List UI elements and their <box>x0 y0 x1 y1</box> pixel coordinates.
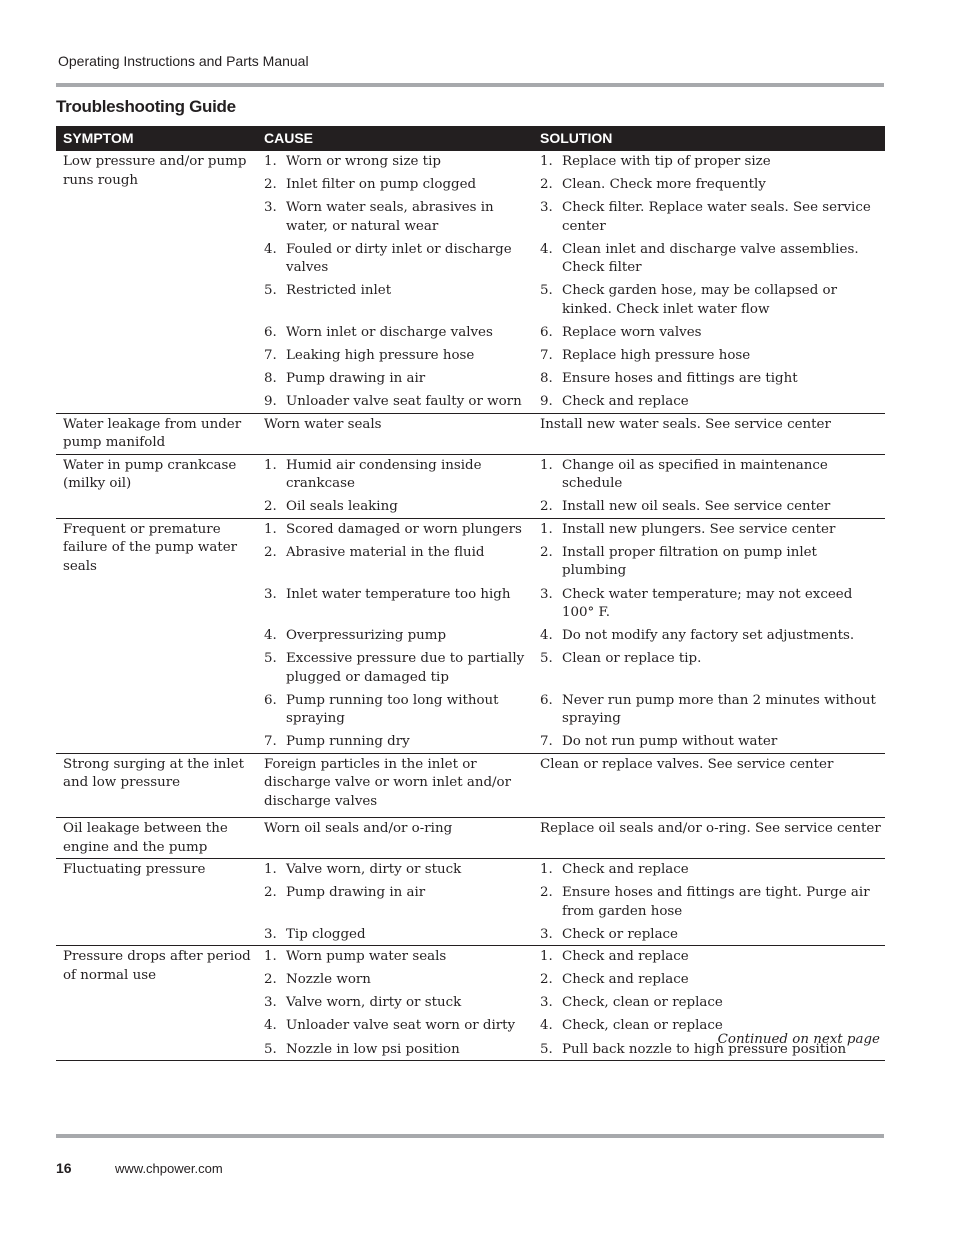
cause-solution-pair <box>257 926 885 945</box>
cause-text: Worn inlet or discharge valves <box>286 324 493 340</box>
solution-cell: Install new water seals. See service center <box>540 416 831 432</box>
cause-cell <box>257 153 533 172</box>
cause-cell <box>257 457 533 494</box>
table-row <box>56 754 885 818</box>
solution-text: Clean inlet and discharge valve assemblies. Check filter <box>562 241 859 276</box>
cause-number: 3. <box>264 995 277 1011</box>
cause-number: 4. <box>264 628 277 644</box>
solution-number: 6. <box>540 692 553 708</box>
column-header-symptom: SYMPTOM <box>63 130 134 146</box>
cause-text: Nozzle worn <box>286 972 371 988</box>
cause-solution-pair <box>257 861 885 884</box>
cause-solution-pair <box>257 498 885 517</box>
solution-number: 3. <box>540 995 553 1011</box>
solution-number: 1. <box>540 949 553 965</box>
table-row <box>56 818 885 859</box>
solution-cell <box>533 994 885 1013</box>
cause-cell <box>257 948 533 967</box>
solution-number: 9. <box>540 394 553 410</box>
symptom-cell: Water in pump crankcase (milky oil) <box>63 457 237 492</box>
cause-text: Scored damaged or worn plungers <box>286 521 522 537</box>
solution-number: 7. <box>540 348 553 364</box>
cause-solution-pair <box>257 627 885 650</box>
footer-divider <box>56 1134 884 1138</box>
cause-text: Pump drawing in air <box>286 885 426 901</box>
cause-solution-pair <box>257 370 885 393</box>
table-row <box>56 455 885 519</box>
cause-text: Tip clogged <box>286 926 366 942</box>
cause-cell <box>257 994 533 1013</box>
solution-number: 4. <box>540 1018 553 1034</box>
cause-solution-pair <box>257 393 885 412</box>
header-divider <box>56 83 884 87</box>
solution-number: 1. <box>540 521 553 537</box>
symptom-cell: Frequent or premature failure of the pump water seals <box>63 521 238 574</box>
solution-text: Check, clean or replace <box>562 1018 723 1034</box>
cause-solution-pair <box>257 153 885 176</box>
solution-cell <box>533 692 885 729</box>
solution-number: 2. <box>540 885 553 901</box>
solution-text: Install new oil seals. See service center <box>562 499 831 515</box>
cause-cell: Foreign particles in the inlet or discharge valve or worn inlet and/or discharge valves <box>264 756 511 809</box>
cause-cell <box>257 1017 533 1036</box>
cause-number: 2. <box>264 499 277 515</box>
cause-solution-pair <box>257 241 885 283</box>
cause-text: Worn water seals, abrasives in water, or natural wear <box>286 200 494 234</box>
cause-text: Pump running too long without spraying <box>286 692 499 727</box>
cause-text: Valve worn, dirty or stuck <box>286 862 462 877</box>
cause-solution-pair <box>257 692 885 734</box>
cause-solution-group <box>257 521 885 752</box>
solution-cell <box>533 861 885 880</box>
running-header: Operating Instructions and Parts Manual <box>58 53 309 69</box>
cause-number: 1. <box>264 457 277 473</box>
solution-cell <box>533 153 885 172</box>
cause-text: Overpressurizing pump <box>286 628 447 644</box>
cause-cell <box>257 650 533 687</box>
cause-solution-pair <box>257 650 885 692</box>
cause-number: 3. <box>264 200 277 216</box>
cause-cell <box>257 926 533 945</box>
solution-text: Do not run pump without water <box>562 734 778 750</box>
cause-cell <box>257 586 533 623</box>
symptom-cell: Water leakage from under pump manifold <box>63 416 242 451</box>
cause-text: Valve worn, dirty or stuck <box>286 995 462 1011</box>
cause-text: Inlet filter on pump clogged <box>286 177 477 193</box>
solution-cell: Replace oil seals and/or o-ring. See service center <box>540 821 881 836</box>
cause-solution-pair <box>257 282 885 324</box>
continued-note: Continued on next page <box>717 1032 880 1047</box>
solution-cell <box>533 733 885 752</box>
solution-number: 4. <box>540 628 553 644</box>
solution-number: 3. <box>540 926 553 942</box>
cause-cell <box>257 733 533 752</box>
cause-solution-pair <box>257 457 885 499</box>
solution-cell <box>533 971 885 990</box>
solution-text: Check and replace <box>562 972 689 988</box>
cause-cell <box>257 347 533 366</box>
solution-text: Ensure hoses and fittings are tight. Purge air from garden hose <box>562 885 870 919</box>
symptom-cell: Strong surging at the inlet and low pressure <box>63 756 244 791</box>
solution-cell <box>533 521 885 540</box>
table-header-row <box>56 126 885 151</box>
solution-number: 1. <box>540 862 553 877</box>
cause-cell <box>257 199 533 236</box>
cause-number: 2. <box>264 972 277 988</box>
solution-number: 7. <box>540 734 553 750</box>
solution-cell <box>533 347 885 366</box>
solution-cell <box>533 926 885 945</box>
solution-cell <box>533 176 885 195</box>
solution-text: Install new plungers. See service center <box>562 521 836 537</box>
cause-number: 5. <box>264 1041 277 1057</box>
cause-number: 4. <box>264 1018 277 1034</box>
solution-number: 3. <box>540 200 553 216</box>
cause-solution-pair <box>257 199 885 241</box>
cause-solution-pair <box>257 521 885 544</box>
cause-solution-pair <box>257 544 885 586</box>
cause-solution-group <box>257 820 885 857</box>
cause-cell <box>257 241 533 278</box>
table-row <box>56 151 885 414</box>
solution-number: 2. <box>540 499 553 515</box>
cause-solution-pair <box>257 820 885 843</box>
cause-solution-group <box>257 153 885 412</box>
solution-text: Replace worn valves <box>562 324 702 340</box>
cause-cell <box>257 971 533 990</box>
cause-solution-pair <box>257 586 885 628</box>
solution-text: Check garden hose, may be collapsed or kinked. Check inlet water flow <box>562 283 838 317</box>
solution-cell <box>533 241 885 278</box>
solution-text: Check and replace <box>562 862 689 877</box>
symptom-cell: Low pressure and/or pump runs rough <box>63 154 247 188</box>
solution-text: Change oil as specified in maintenance schedule <box>562 457 828 492</box>
cause-number: 5. <box>264 283 277 299</box>
cause-solution-pair <box>257 756 885 816</box>
column-header-cause: CAUSE <box>264 130 314 146</box>
cause-number: 8. <box>264 371 277 387</box>
cause-cell <box>257 627 533 646</box>
solution-text: Replace high pressure hose <box>562 348 751 364</box>
cause-solution-pair <box>257 948 885 971</box>
cause-cell <box>257 884 533 921</box>
cause-text: Nozzle in low psi position <box>286 1041 460 1057</box>
cause-solution-pair <box>257 416 885 439</box>
cause-cell <box>257 544 533 581</box>
solution-cell <box>533 370 885 389</box>
table-row <box>56 414 885 455</box>
cause-text: Pump running dry <box>286 734 410 750</box>
solution-text: Do not modify any factory set adjustments. <box>562 628 855 644</box>
solution-text: Install proper filtration on pump inlet plumbing <box>562 544 817 579</box>
solution-text: Never run pump more than 2 minutes without spraying <box>562 692 876 727</box>
cause-cell <box>257 324 533 343</box>
solution-text: Ensure hoses and fittings are tight <box>562 371 798 387</box>
cause-text: Humid air condensing inside crankcase <box>286 457 482 492</box>
cause-text: Unloader valve seat worn or dirty <box>286 1018 516 1034</box>
cause-text: Pump drawing in air <box>286 371 426 387</box>
solution-text: Check water temperature; may not exceed 100° F. <box>562 586 853 621</box>
symptom-cell: Oil leakage between the engine and the pump <box>63 821 228 855</box>
solution-cell <box>533 544 885 581</box>
solution-number: 4. <box>540 241 553 257</box>
cause-solution-pair <box>257 324 885 347</box>
cause-text: Inlet water temperature too high <box>286 586 511 602</box>
solution-text: Replace with tip of proper size <box>562 154 771 169</box>
cause-solution-pair <box>257 347 885 370</box>
cause-number: 3. <box>264 926 277 942</box>
cause-solution-pair <box>257 176 885 199</box>
cause-cell <box>257 1041 533 1060</box>
cause-cell: Worn water seals <box>264 416 382 432</box>
solution-cell <box>533 948 885 967</box>
solution-cell <box>533 282 885 319</box>
cause-cell <box>257 692 533 729</box>
cause-text: Oil seals leaking <box>286 499 398 515</box>
solution-text: Check and replace <box>562 949 689 965</box>
cause-number: 1. <box>264 862 277 877</box>
solution-text: Clean or replace tip. <box>562 651 702 667</box>
cause-number: 6. <box>264 324 277 340</box>
cause-number: 2. <box>264 544 277 560</box>
table-row <box>56 519 885 754</box>
cause-number: 1. <box>264 949 277 965</box>
cause-text: Leaking high pressure hose <box>286 348 475 364</box>
solution-number: 5. <box>540 651 553 667</box>
cause-number: 7. <box>264 348 277 364</box>
cause-solution-pair <box>257 733 885 752</box>
cause-solution-group <box>257 756 885 816</box>
cause-number: 4. <box>264 241 277 257</box>
cause-solution-group <box>257 457 885 517</box>
solution-number: 6. <box>540 324 553 340</box>
cause-cell: Worn oil seals and/or o-ring <box>264 821 453 836</box>
solution-number: 3. <box>540 586 553 602</box>
cause-cell <box>257 282 533 319</box>
symptom-cell: Pressure drops after period of normal use <box>63 949 251 983</box>
cause-text: Unloader valve seat faulty or worn <box>286 394 522 410</box>
cause-text: Fouled or dirty inlet or discharge valves <box>286 241 512 276</box>
symptom-cell: Fluctuating pressure <box>63 862 206 877</box>
cause-solution-pair <box>257 884 885 926</box>
cause-number: 2. <box>264 885 277 901</box>
solution-text: Clean. Check more frequently <box>562 177 766 193</box>
solution-number: 8. <box>540 371 553 387</box>
solution-text: Check, clean or replace <box>562 995 723 1011</box>
cause-cell <box>257 176 533 195</box>
cause-text: Worn pump water seals <box>286 949 447 965</box>
column-header-solution: SOLUTION <box>540 130 613 146</box>
solution-number: 2. <box>540 544 553 560</box>
solution-cell <box>533 199 885 236</box>
section-title: Troubleshooting Guide <box>56 97 236 116</box>
solution-cell <box>533 586 885 623</box>
table-body <box>56 151 885 1061</box>
cause-number: 5. <box>264 651 277 667</box>
cause-number: 6. <box>264 692 277 708</box>
cause-number: 1. <box>264 154 277 169</box>
cause-solution-group <box>257 416 885 453</box>
cause-number: 7. <box>264 734 277 750</box>
solution-cell <box>533 884 885 921</box>
cause-number: 3. <box>264 586 277 602</box>
solution-number: 5. <box>540 1041 553 1057</box>
cause-text: Excessive pressure due to partially plugged or damaged tip <box>286 651 525 685</box>
cause-text: Worn or wrong size tip <box>286 154 441 169</box>
solution-text: Check and replace <box>562 394 689 410</box>
cause-cell <box>257 498 533 517</box>
solution-number: 1. <box>540 154 553 169</box>
solution-number: 2. <box>540 177 553 193</box>
troubleshooting-table <box>56 126 885 1061</box>
page-number: 16 <box>56 1160 72 1176</box>
cause-cell <box>257 521 533 540</box>
solution-cell <box>533 324 885 343</box>
cause-number: 2. <box>264 177 277 193</box>
cause-number: 9. <box>264 394 277 410</box>
table-row <box>56 859 885 946</box>
solution-text: Pull back nozzle to high pressure position <box>562 1041 847 1057</box>
cause-solution-pair <box>257 971 885 994</box>
solution-cell <box>533 393 885 412</box>
solution-number: 1. <box>540 457 553 473</box>
cause-solution-group <box>257 861 885 944</box>
solution-text: Check filter. Replace water seals. See service center <box>562 200 871 234</box>
cause-cell <box>257 370 533 389</box>
solution-cell <box>533 650 885 687</box>
cause-solution-pair <box>257 994 885 1017</box>
solution-text: Check or replace <box>562 926 678 942</box>
footer-url: www.chpower.com <box>115 1161 223 1176</box>
solution-cell: Clean or replace valves. See service center <box>540 756 834 772</box>
cause-text: Restricted inlet <box>286 283 392 299</box>
cause-number: 1. <box>264 521 277 537</box>
solution-number: 5. <box>540 283 553 299</box>
solution-cell <box>533 498 885 517</box>
cause-cell <box>257 861 533 880</box>
solution-number: 2. <box>540 972 553 988</box>
solution-cell <box>533 627 885 646</box>
cause-text: Abrasive material in the fluid <box>286 544 485 560</box>
solution-cell <box>533 457 885 494</box>
cause-cell <box>257 393 533 412</box>
